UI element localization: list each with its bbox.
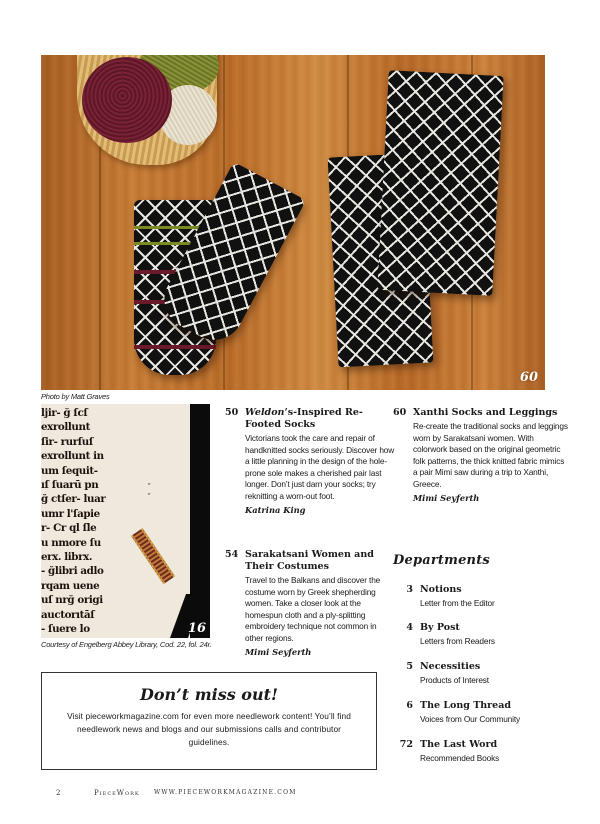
manuscript-photo xyxy=(41,404,210,638)
department-subtitle: Voices from Our Community xyxy=(420,714,520,724)
script-line: uſ nrğ origi xyxy=(41,594,103,607)
hero-photo-credit: Photo by Matt Graves xyxy=(41,392,110,401)
article-page-number: 50 xyxy=(225,407,239,418)
footer-brand: PieceWork xyxy=(94,789,140,797)
script-line: ğ ctſer- luar xyxy=(41,493,106,506)
article-title-rest: ’s-Inspired Re-Footed Socks xyxy=(245,407,363,430)
article-title: Sarakatsani Women and Their Costumes xyxy=(245,549,374,572)
script-line: u nmore ſu xyxy=(41,536,101,549)
hero-page-ref: 60 xyxy=(519,370,538,385)
department-item[interactable] xyxy=(393,584,563,608)
embroidered-repair xyxy=(131,528,175,584)
department-page-number: 72 xyxy=(399,739,413,750)
article-author: Mimi Seyferth xyxy=(245,647,312,657)
department-name: The Long Thread xyxy=(420,700,512,711)
burgundy-yarn-skein xyxy=(82,57,172,143)
script-line: um ſequit- xyxy=(41,464,98,477)
department-name: The Last Word xyxy=(420,739,498,750)
callout-title: Don’t miss out! xyxy=(139,685,279,704)
article-entry[interactable] xyxy=(225,549,395,657)
dont-miss-out-callout xyxy=(41,672,377,770)
script-line: ıſ ſuarū pn xyxy=(41,479,99,492)
script-line: umr l'ſapie xyxy=(41,507,100,520)
department-subtitle: Letters from Readers xyxy=(420,636,495,646)
department-subtitle: Letter from the Editor xyxy=(420,598,495,608)
footer-page-number: 2 xyxy=(56,789,61,797)
callout-body: Visit pieceworkmagazine.com for even more needlework content! You’ll find needlework news and blogs and our submissions calls and contributor guidelines. xyxy=(67,711,351,747)
script-line: r- Cr ql ſle xyxy=(41,522,97,535)
departments-heading: Departments xyxy=(393,553,490,568)
knitted-legging-right xyxy=(377,70,503,296)
article-entry[interactable] xyxy=(393,407,568,503)
article-entry[interactable] xyxy=(225,407,395,515)
department-item[interactable] xyxy=(393,700,563,724)
article-page-number: 54 xyxy=(225,549,239,560)
department-name: By Post xyxy=(420,622,460,633)
mark: ″ xyxy=(148,493,151,500)
department-name: Notions xyxy=(420,584,462,595)
article-title xyxy=(245,407,395,431)
script-line: exrollunt in xyxy=(41,450,104,463)
script-line: exrollunt xyxy=(41,421,90,434)
sock-stripe-red xyxy=(134,345,216,349)
manuscript-page-ref: 16 xyxy=(187,621,206,636)
article-description: Re-create the traditional socks and leggings worn by Sarakatsani women. With colorwork based on the original geometric folk patterns, the thick knitted fabric mimics a pair Mimi saw during a trip to Xanthi, Greece. xyxy=(413,421,568,489)
hero-photo xyxy=(41,55,545,390)
department-page-number: 3 xyxy=(406,584,413,595)
department-name: Necessities xyxy=(420,661,481,672)
script-line: auctorıtāſ xyxy=(41,608,95,621)
mark: ″ xyxy=(148,483,151,490)
department-subtitle: Products of Interest xyxy=(420,675,489,685)
article-title: Xanthi Socks and Leggings xyxy=(413,407,558,418)
department-page-number: 5 xyxy=(406,661,413,672)
department-page-number: 6 xyxy=(406,700,413,711)
department-item[interactable] xyxy=(393,622,563,646)
script-line: erx. librx. xyxy=(41,551,93,564)
manuscript-marks xyxy=(148,482,150,502)
script-line: ljir- ğ ſcſ xyxy=(41,407,88,419)
department-page-number: 4 xyxy=(406,622,413,633)
article-author: Katrina King xyxy=(245,505,306,515)
department-item[interactable] xyxy=(393,661,563,685)
manuscript-script xyxy=(41,406,109,637)
manuscript-photo-credit: Courtesy of Engelberg Abbey Library, Cod. 22, fol. 24r. xyxy=(41,640,212,649)
article-author: Mimi Seyferth xyxy=(413,493,480,503)
script-line: - ğlibri adlo xyxy=(41,565,104,578)
department-item[interactable] xyxy=(393,739,563,763)
footer-url[interactable]: WWW.PIECEWORKMAGAZINE.COM xyxy=(154,789,297,796)
article-page-number: 60 xyxy=(393,407,407,418)
article-title-italic: Weldon xyxy=(245,407,285,418)
script-line: - ſuere lo xyxy=(41,623,90,636)
script-line: rqam uene xyxy=(41,579,100,592)
article-description: Victorians took the care and repair of handknitted socks seriously. Discover how a little planning in the design of the hole-prone sole makes a cherished pair last longer. Don’t just darn your socks; try reknitting a worn-out foot. xyxy=(245,433,395,501)
script-line: ſir- rurſuſ xyxy=(41,435,93,448)
article-description: Travel to the Balkans and discover the costume worn by Greek shepherding women. Take a closer look at the homespun cloth and a ply-splitting embroidery technique not common in other regions. xyxy=(245,575,381,643)
department-subtitle: Recommended Books xyxy=(420,753,500,763)
